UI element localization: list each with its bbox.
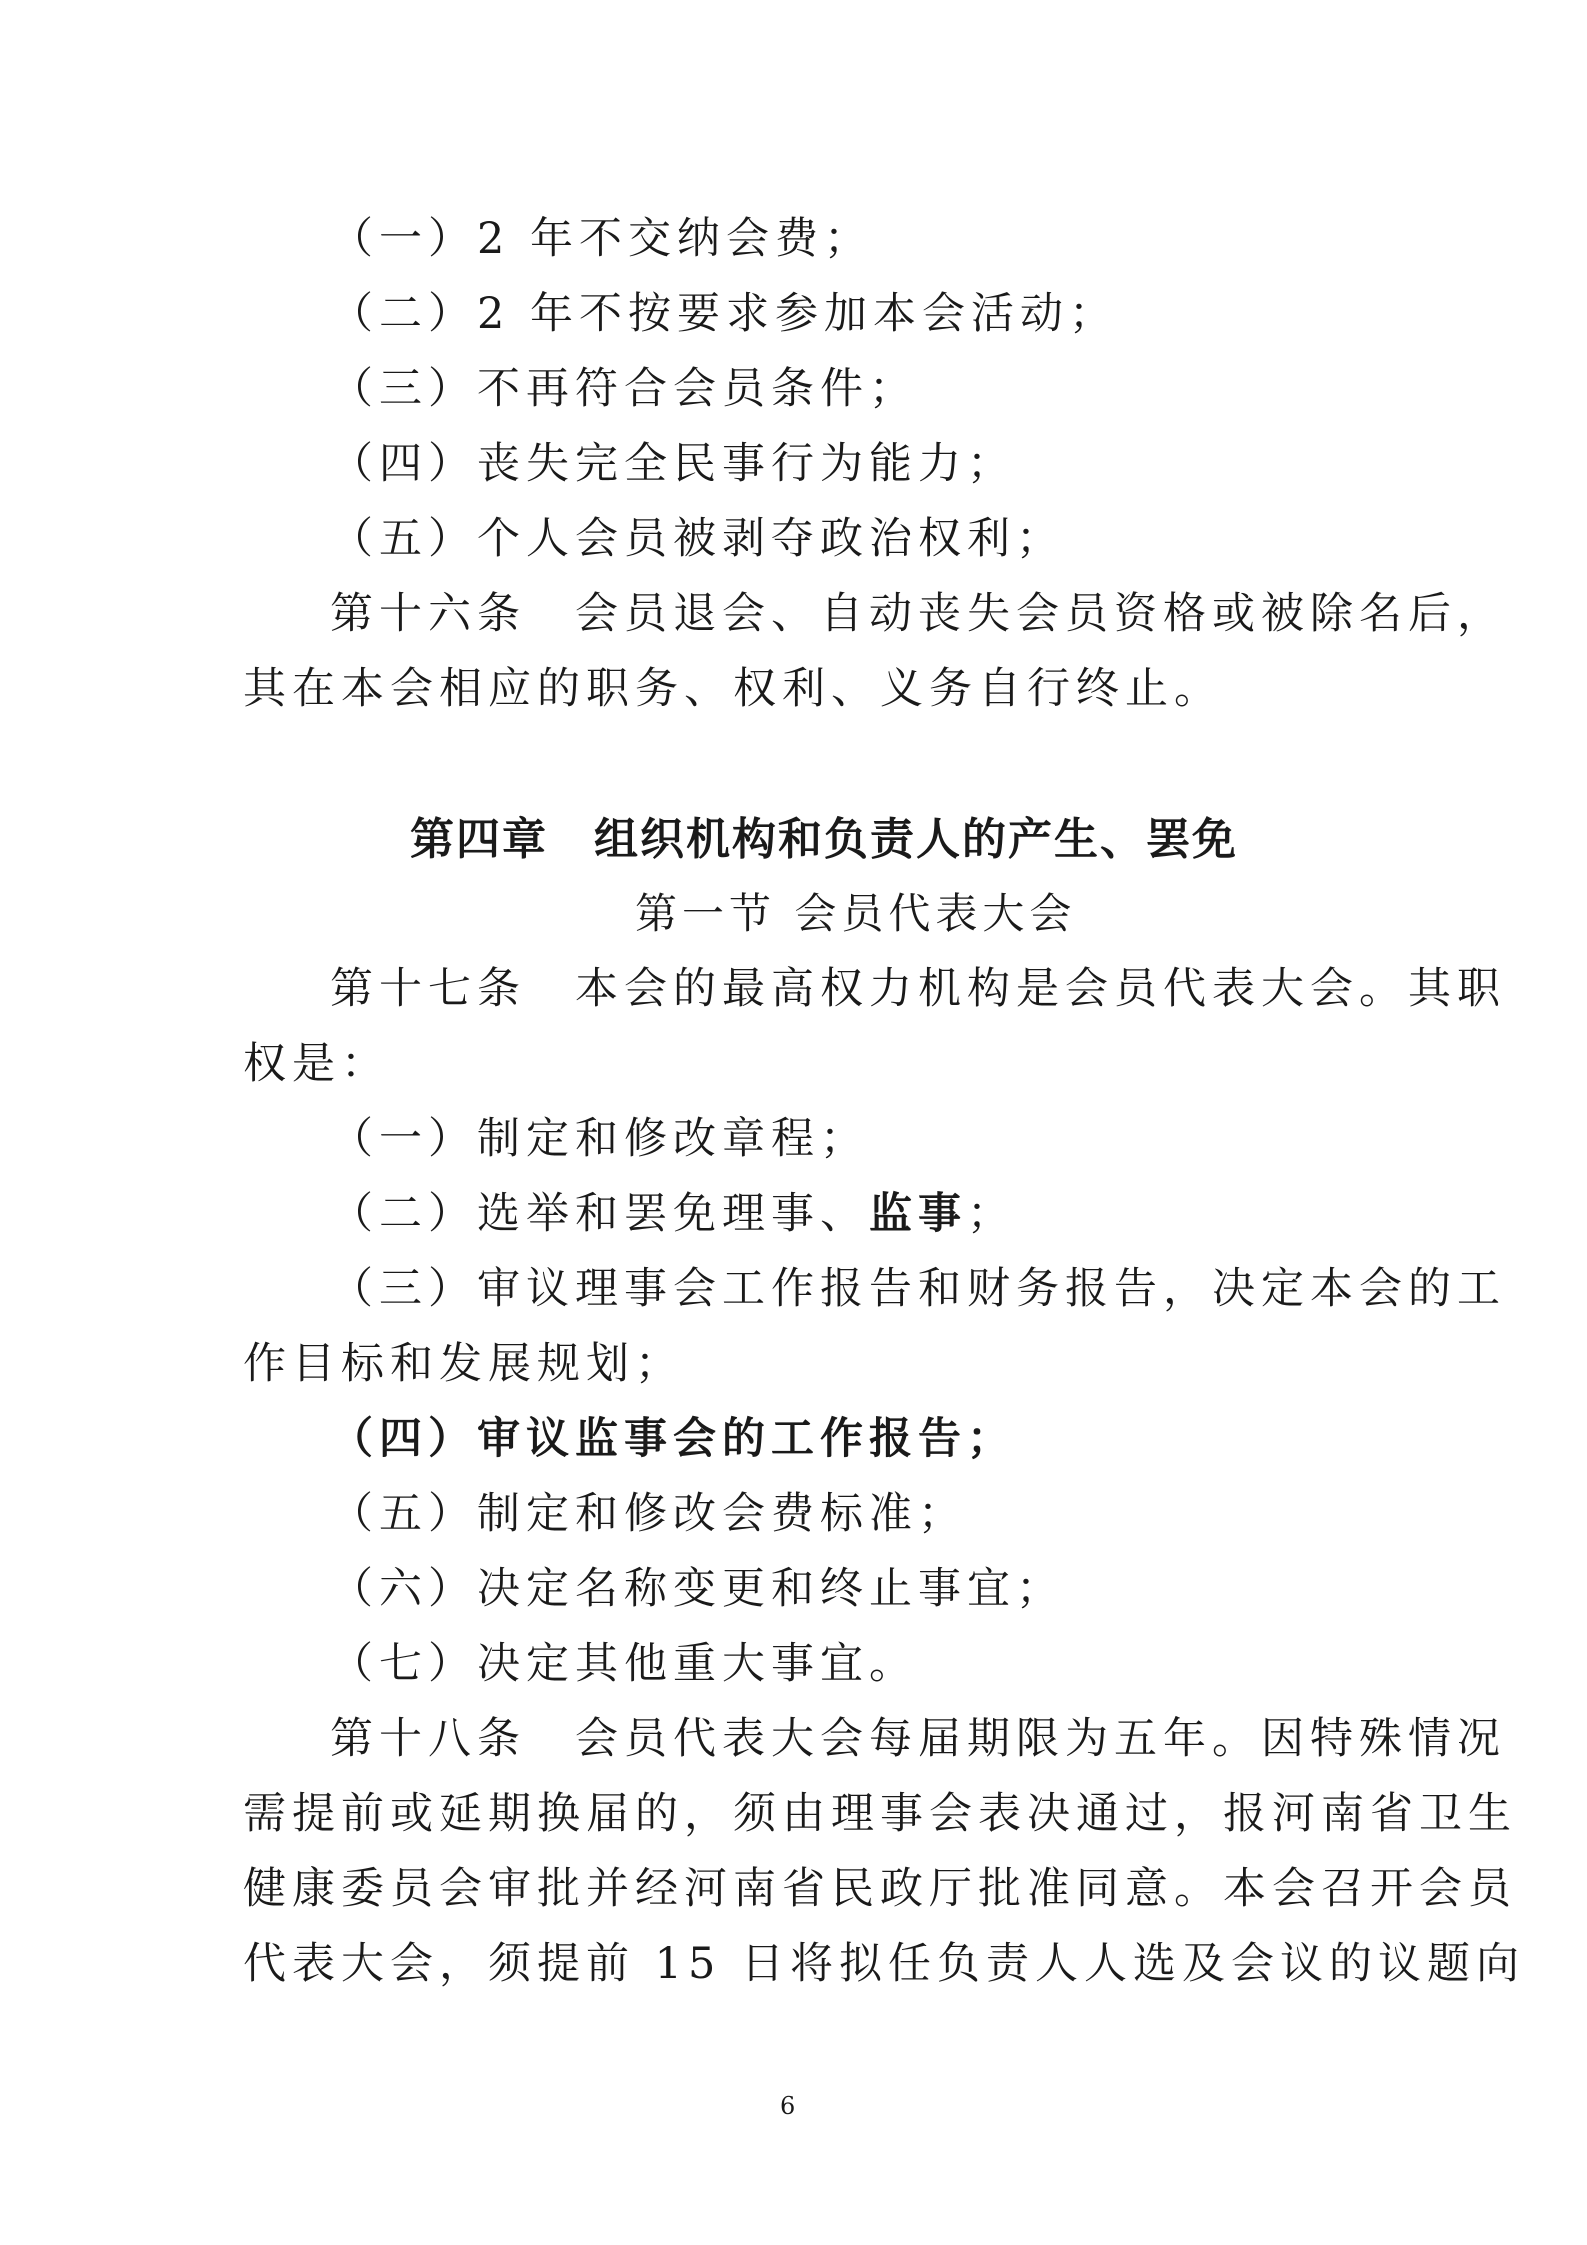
page-number: 6 [780,2092,796,2120]
list-item: （五）个人会员被剥夺政治权利； [330,514,1065,564]
article-18-line-2: 需提前或延期换届的，须由理事会表决通过，报河南省卫生 [243,1789,1517,1839]
item-text-bold: 监事 [869,1189,967,1239]
article-17-line-2: 权是： [243,1039,390,1089]
list-item: （六）决定名称变更和终止事宜； [330,1564,1065,1614]
article-16-line-1: 第十六条 会员退会、自动丧失会员资格或被除名后， [330,589,1506,639]
item-text: ； [967,1189,1016,1239]
list-item: （五）制定和修改会费标准； [330,1489,967,1539]
list-item [330,1189,1016,1239]
article-18-line-4: 代表大会，须提前 15 日将拟任负责人人选及会议的议题向 [243,1939,1526,1989]
list-item: （二）2 年不按要求参加本会活动； [330,289,1119,339]
article-17-line-1: 第十七条 本会的最高权力机构是会员代表大会。其职 [330,964,1506,1014]
list-item: （一）制定和修改章程； [330,1114,869,1164]
list-item: （四）审议监事会的工作报告； [330,1414,1016,1464]
list-item: （三）不再符合会员条件； [330,364,918,414]
article-16-line-2: 其在本会相应的职务、权利、义务自行终止。 [243,664,1223,714]
item-text: （二）选举和罢免理事、 [330,1189,869,1239]
list-item: （四）丧失完全民事行为能力； [330,439,1016,489]
list-item: （一）2 年不交纳会费； [330,214,874,264]
list-item: （七）决定其他重大事宜。 [330,1639,918,1689]
article-18-line-3: 健康委员会审批并经河南省民政厅批准同意。本会召开会员 [243,1864,1517,1914]
section-title: 第一节 会员代表大会 [635,889,1077,938]
chapter-title: 第四章 组织机构和负责人的产生、罢免 [410,814,1238,865]
list-item-continuation: 作目标和发展规划； [243,1339,684,1389]
list-item: （三）审议理事会工作报告和财务报告，决定本会的工 [330,1264,1506,1314]
article-18-line-1: 第十八条 会员代表大会每届期限为五年。因特殊情况 [330,1714,1506,1764]
